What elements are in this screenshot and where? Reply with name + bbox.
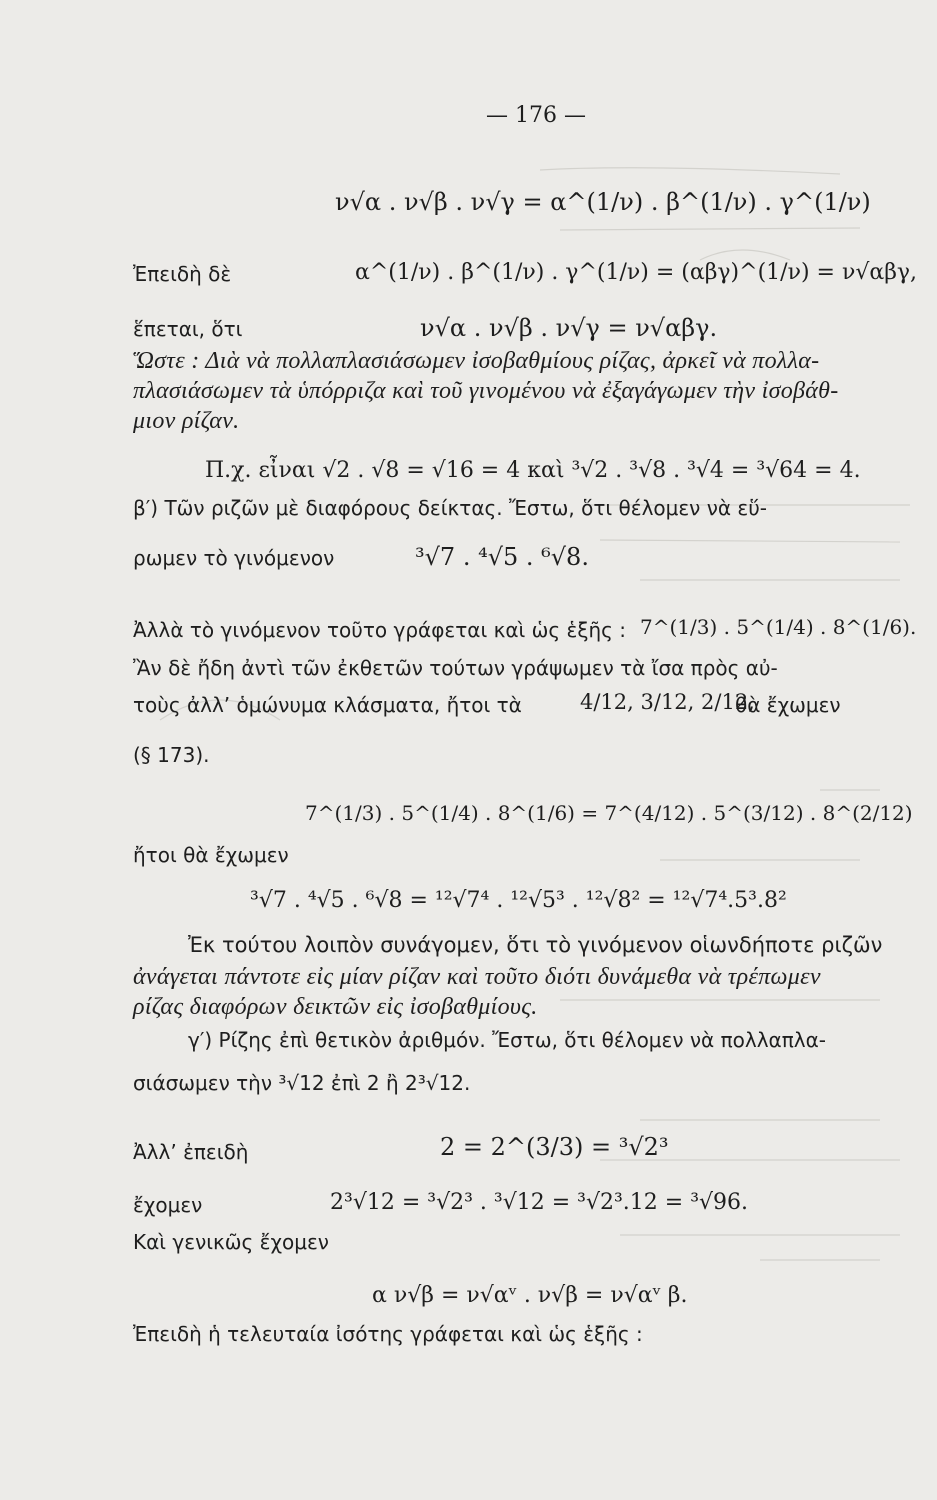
an-line-2-end: θὰ ἔχωμεν xyxy=(735,693,841,717)
gamma-line-1: γ′) Ρίζης ἐπὶ θετικὸν ἀριθμόν. Ἔστω, ὅτι θέλομεν νὰ πολλαπλα- xyxy=(188,1028,826,1052)
alla-line: Ἀλλὰ τὸ γινόμενον τοῦτο γράφεται καὶ ὡς ἑξῆς : xyxy=(133,618,626,642)
equation-3: ν√α . ν√β . ν√γ = ν√αβγ. xyxy=(420,314,718,342)
rule-line-3: μιον ρίζαν. xyxy=(133,408,240,434)
rule-line-2: πλασιάσωμεν τὰ ὑπόρριζα καὶ τοῦ γινομένου νὰ ἐξαγάγωμεν τὴν ἰσοβάθ- xyxy=(133,378,839,404)
ek-line-3: ρίζας διαφόρων δεικτῶν εἰς ἰσοβαθμίους. xyxy=(133,994,538,1020)
an-line-2: τοὺς ἀλλ’ ὁμώνυμα κλάσματα, ἤτοι τὰ xyxy=(133,693,522,717)
all-epeidi-label: Ἀλλ’ ἐπειδὴ xyxy=(133,1140,249,1164)
alla-equation: 7^(1/3) . 5^(1/4) . 8^(1/6). xyxy=(640,615,917,639)
equation-4: 7^(1/3) . 5^(1/4) . 8^(1/6) = 7^(4/12) . 5^(3/12) . 8^(2/12) xyxy=(305,801,913,825)
itoi-line: ἤτοι θὰ ἔχωμεν xyxy=(133,843,289,867)
equation-2: α^(1/ν) . β^(1/ν) . γ^(1/ν) = (αβγ)^(1/ν) = ν√αβγ, xyxy=(355,260,918,285)
beta-line-2-label: ρωμεν τὸ γινόμενον xyxy=(133,546,335,570)
all-epeidi-equation: 2 = 2^(3/3) = ³√2³ xyxy=(440,1133,669,1161)
gamma-line-2: σιάσωμεν τὴν ³√12 ἐπὶ 2 ἢ 2³√12. xyxy=(133,1071,471,1095)
equation-5: ³√7 . ⁴√5 . ⁶√8 = ¹²√7⁴ . ¹²√5³ . ¹²√8² = ¹²√7⁴.5³.8² xyxy=(250,888,787,913)
an-line-1: Ἂν δὲ ἤδη ἀντὶ τῶν ἐκθετῶν τούτων γράψωμεν τὰ ἴσα πρὸς αὐ- xyxy=(133,656,778,680)
geniko-equation: α ν√β = ν√αᵛ . ν√β = ν√αᵛ β. xyxy=(372,1283,688,1308)
label-epeidi: Ἐπειδὴ δὲ xyxy=(133,262,232,286)
page-number: — 176 — xyxy=(486,103,586,128)
echomen-label: ἔχομεν xyxy=(133,1193,203,1217)
geniko-label: Καὶ γενικῶς ἔχομεν xyxy=(133,1230,329,1254)
echomen-equation: 2³√12 = ³√2³ . ³√12 = ³√2³.12 = ³√96. xyxy=(330,1190,749,1215)
an-line-2-fractions: 4/12, 3/12, 2/12, xyxy=(580,690,755,714)
last-line: Ἐπειδὴ ἡ τελευταία ἰσότης γράφεται καὶ ὡς ἑξῆς : xyxy=(133,1322,643,1346)
ek-line-1: Ἐκ τούτου λοιπὸν συνάγομεν, ὅτι τὸ γινόμενον οἱωνδήποτε ριζῶν xyxy=(188,933,883,957)
ek-line-2: ἀνάγεται πάντοτε εἰς μίαν ρίζαν καὶ τοῦτο διότι δυνάμεθα νὰ τρέπωμεν xyxy=(133,964,821,990)
rule-line-1: Ὥστε : Διὰ νὰ πολλαπλασιάσωμεν ἰσοβαθμίους ρίζας, ἀρκεῖ νὰ πολλα- xyxy=(133,348,820,374)
section-reference: (§ 173). xyxy=(133,743,210,767)
beta-line-1: β′) Τῶν ριζῶν μὲ διαφόρους δείκτας. Ἔστω, ὅτι θέλομεν νὰ εὕ- xyxy=(133,496,768,520)
label-epetai: ἕπεται, ὅτι xyxy=(133,317,243,341)
beta-line-2-equation: ³√7 . ⁴√5 . ⁶√8. xyxy=(415,543,589,571)
equation-1: ν√α . ν√β . ν√γ = α^(1/ν) . β^(1/ν) . γ^(1/ν) xyxy=(335,188,871,216)
example-line: Π.χ. εἶναι √2 . √8 = √16 = 4 καὶ ³√2 . ³√8 . ³√4 = ³√64 = 4. xyxy=(205,458,861,483)
